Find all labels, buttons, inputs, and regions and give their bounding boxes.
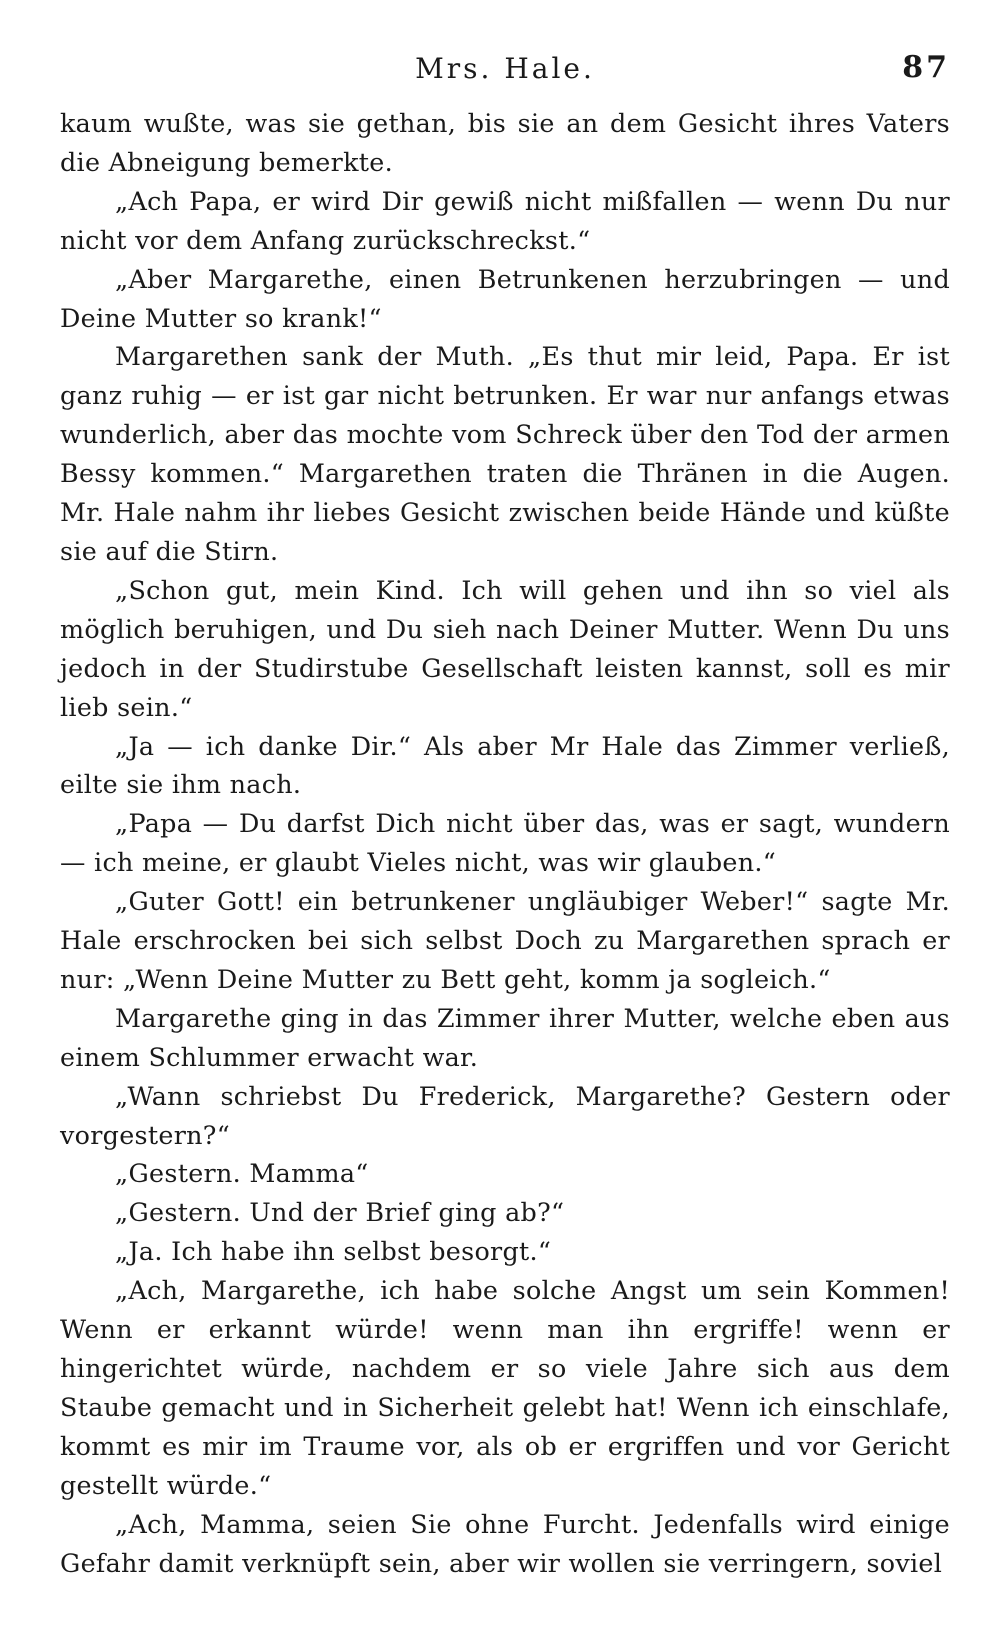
paragraph: „Papa — Du darfst Dich nicht über das, was er sagt, wundern — ich meine, er glaubt Vieles nicht, was wir glauben.“ — [60, 808, 950, 878]
paragraph: „Wann schriebst Du Frederick, Margarethe? Gestern oder vorgestern?“ — [60, 1080, 950, 1150]
paragraph: „Aber Margarethe, einen Betrunkenen herzubringen — und Deine Mutter so krank!“ — [60, 263, 950, 333]
page-number: 87 — [902, 50, 950, 85]
body-text — [60, 104, 950, 1582]
paragraph: „Ach Papa, er wird Dir gewiß nicht mißfallen — wenn Du nur nicht vor dem Anfang zurückschreckst.“ — [60, 185, 950, 255]
paragraph: „Schon gut, mein Kind. Ich will gehen und ihn so viel als möglich beruhigen, und Du sieh nach Deiner Mutter. Wenn Du uns jedoch in der Studirstube Gesellschaft leisten kannst, soll es mir lieb sein.“ — [60, 574, 950, 722]
paragraph-continued: kaum wußte, was sie gethan, bis sie an dem Gesicht ihres Vaters die Abneigung bemerkte. — [60, 108, 950, 177]
paragraph: „Gestern. Mamma“ — [115, 1158, 369, 1189]
paragraph: Margarethe ging in das Zimmer ihrer Mutter, welche eben aus einem Schlummer erwacht war. — [60, 1002, 950, 1072]
running-title: Mrs. Hale. — [415, 52, 595, 85]
paragraph: „Gestern. Und der Brief ging ab?“ — [115, 1197, 565, 1228]
paragraph: „Ach, Mamma, seien Sie ohne Furcht. Jedenfalls wird einige Gefahr damit verknüpft sein, aber wir wollen sie verringern, soviel — [60, 1508, 950, 1578]
paragraph: Margarethen sank der Muth. „Es thut mir leid, Papa. Er ist ganz ruhig — er ist gar nicht betrunken. Er war nur anfangs etwas wunderlich, aber das mochte vom Schreck über den Tod der armen Bessy kommen.“ Margarethen traten die Thränen in die Augen. Mr. Hale nahm ihr liebes Gesicht zwischen beide Hände und küßte sie auf die Stirn. — [60, 341, 950, 566]
paragraph: „Guter Gott! ein betrunkener ungläubiger Weber!“ sagte Mr. Hale erschrocken bei sich selbst Doch zu Margarethen sprach er nur: „Wenn Deine Mutter zu Bett geht, komm ja sogleich.“ — [60, 886, 950, 994]
paragraph: „Ja. Ich habe ihn selbst besorgt.“ — [115, 1236, 552, 1267]
paragraph: „Ach, Margarethe, ich habe solche Angst um sein Kommen! Wenn er erkannt würde! wenn man ihn ergriffe! wenn er hingerichtet würde, nachdem er so viele Jahre sich aus dem Staube gemacht und in Sicherheit gelebt hat! Wenn ich einschlafe, kommt es mir im Traume vor, als ob er ergriffen und vor Gericht gestellt würde.“ — [60, 1275, 950, 1500]
running-head — [60, 44, 950, 104]
book-page — [60, 44, 950, 1604]
paragraph: „Ja — ich danke Dir.“ Als aber Mr Hale das Zimmer verließ, eilte sie ihm nach. — [60, 730, 950, 800]
